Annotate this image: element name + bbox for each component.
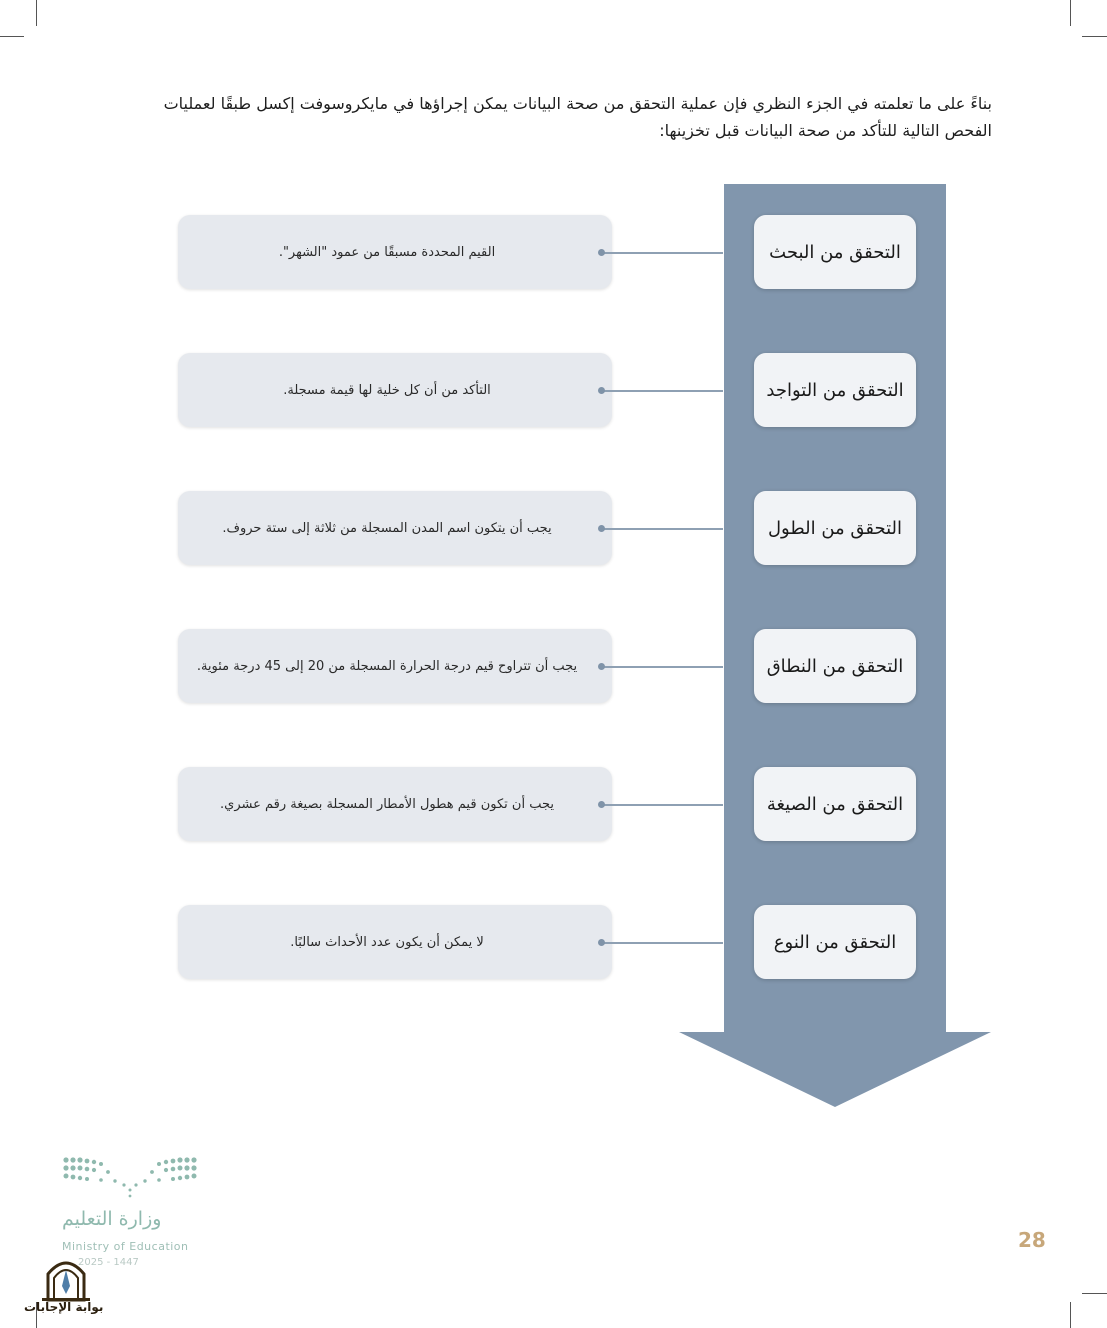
connector-line [601,804,723,806]
ministry-name-ar: وزارة التعليم [62,1208,162,1230]
check-row-type [0,905,1107,981]
check-title: التحقق من التواجد [766,379,904,401]
check-row-range [0,629,1107,705]
page-number: 28 [1018,1228,1046,1252]
description-box [178,491,612,565]
description-box [178,353,612,427]
check-title: التحقق من البحث [769,241,901,263]
check-title-box [754,905,916,979]
connector-dot [598,801,605,808]
ministry-name-en: Ministry of Education [62,1240,189,1253]
description-text: يجب أن يتكون اسم المدن المسجلة من ثلاثة إلى ستة حروف. [222,520,552,536]
check-row-length [0,491,1107,567]
connector-dot [598,663,605,670]
description-box [178,629,612,703]
check-title: التحقق من النوع [773,931,897,953]
description-text: يجب أن تتراوح قيم درجة الحرارة المسجلة من 20 إلى 45 درجة مئوية. [196,658,578,674]
watermark-text: بوابة الإجابات [24,1300,104,1314]
check-row-format [0,767,1107,843]
check-title-box [754,353,916,427]
description-text: يجب أن تكون قيم هطول الأمطار المسجلة بصيغة رقم عشري. [220,796,554,812]
description-text: التأكد من أن كل خلية لها قيمة مسجلة. [283,382,491,398]
ministry-year: 2025 - 1447 [78,1257,139,1268]
connector-dot [598,249,605,256]
ministry-logo-dots [60,1150,210,1200]
connector-line [601,666,723,668]
intro-line-1: بناءً على ما تعلمته في الجزء النظري فإن عملية التحقق من صحة البيانات يمكن إجراؤها في مايكروسوفت إكسل طبقًا لعمليات [163,94,992,113]
connector-dot [598,387,605,394]
description-box [178,215,612,289]
check-title-box [754,215,916,289]
check-title-box [754,491,916,565]
connector-line [601,942,723,944]
check-title-box [754,629,916,703]
check-title: التحقق من الطول [767,517,903,539]
connector-line [601,252,723,254]
description-box [178,905,612,979]
description-box [178,767,612,841]
description-text: لا يمكن أن يكون عدد الأحداث سالبًا. [290,934,484,950]
connector-dot [598,939,605,946]
connector-line [601,390,723,392]
description-text: القيم المحددة مسبقًا من عمود "الشهر". [278,244,496,260]
check-title: التحقق من النطاق [766,655,904,677]
connector-dot [598,525,605,532]
check-row-presence [0,353,1107,429]
watermark-logo [30,1256,102,1302]
connector-line [601,528,723,530]
check-row-lookup [0,215,1107,291]
intro-line-2: الفحص التالية للتأكد من صحة البيانات قبل تخزينها: [659,121,992,140]
check-title-box [754,767,916,841]
check-title: التحقق من الصيغة [766,793,904,815]
